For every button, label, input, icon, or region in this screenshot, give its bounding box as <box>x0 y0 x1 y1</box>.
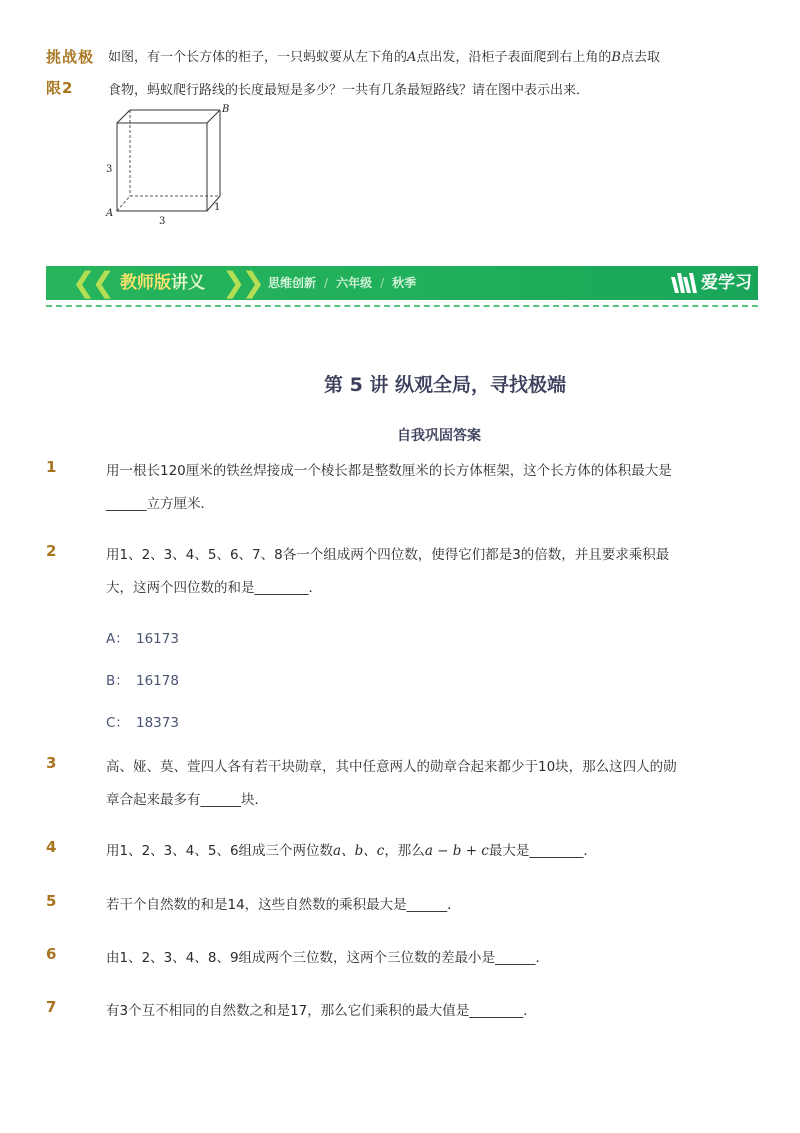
option-c <box>106 711 179 731</box>
option-value: 18373 <box>136 715 179 731</box>
question-number: 1 <box>46 458 57 476</box>
banner-sub-item: 思维创新 <box>268 276 317 290</box>
section-title: 自我巩固答案 <box>397 428 481 444</box>
variables: a、b、c <box>333 843 385 859</box>
banner-title <box>120 266 205 300</box>
question-text-part: 最大是________． <box>488 843 597 859</box>
cuboid-figure <box>100 100 235 230</box>
banner-sub-item: 六年级 <box>336 276 373 290</box>
option-value: 16173 <box>136 631 179 647</box>
question-number: 3 <box>46 754 57 772</box>
banner-subtitle <box>268 266 416 300</box>
question-text: 若干个自然数的和是14，这些自然数的乘积最大是______． <box>106 897 461 913</box>
brand-name: 爱学习 <box>701 273 752 293</box>
banner-separator: / <box>380 276 385 290</box>
question-text-part: 用1、2、3、4、5、6组成三个两位数 <box>106 843 334 859</box>
vertex-b-label: B <box>222 104 230 115</box>
option-value: 16178 <box>136 673 179 689</box>
question-number: 7 <box>46 998 57 1016</box>
banner-sub-item: 秋季 <box>392 276 417 290</box>
question-text: 大，这两个四位数的和是________． <box>106 580 322 596</box>
header-banner <box>46 266 758 300</box>
option-b <box>106 669 179 689</box>
challenge-text-part: 点出发，沿柜子表面爬到右上角的 <box>416 50 612 65</box>
point-b-label: B <box>611 50 621 65</box>
question-number: 4 <box>46 838 57 856</box>
visible-edge <box>207 110 220 123</box>
math-expression: a − b + c <box>424 843 489 859</box>
hidden-edge <box>117 196 130 211</box>
point-a-label: A <box>407 50 417 65</box>
question-text <box>106 839 597 859</box>
question-text: ______立方厘米． <box>106 496 214 512</box>
challenge-text-line1 <box>108 46 660 65</box>
banner-title-suffix: 讲义 <box>171 273 205 293</box>
option-a <box>106 627 179 647</box>
question-text: 用一根长120厘米的铁丝焊接成一个棱长都是整数厘米的长方体框架，这个长方体的体积最大是 <box>106 463 672 479</box>
brand-logo <box>671 266 752 300</box>
option-letter: B： <box>106 673 129 689</box>
question-text: 高、娅、莫、萱四人各有若干块勋章，其中任意两人的勋章合起来都少于10块，那么这四人的勋 <box>106 759 677 775</box>
banner-separator: / <box>324 276 329 290</box>
depth-label: 1 <box>214 202 221 213</box>
vertex-a-label: A <box>106 208 114 219</box>
challenge-text-line2: 食物，蚂蚁爬行路线的长度最短是多少？一共有几条最短路线？请在图中表示出来． <box>108 83 590 98</box>
question-text: 用1、2、3、4、5、6、7、8各一个组成两个四位数，使得它们都是3的倍数，并且要求乘积最 <box>106 547 670 563</box>
visible-edge <box>117 110 130 123</box>
width-label: 3 <box>159 216 166 227</box>
question-number: 6 <box>46 945 57 963</box>
challenge-text-part: 如图，有一个长方体的柜子，一只蚂蚁要从左下角的 <box>108 50 408 65</box>
question-text-part: ，那么 <box>384 843 425 859</box>
brand-logo-icon <box>671 273 697 293</box>
question-text: 有3个互不相同的自然数之和是17，那么它们乘积的最大值是________． <box>106 1003 537 1019</box>
question-number: 5 <box>46 892 57 910</box>
question-text: 由1、2、3、4、8、9组成两个三位数，这两个三位数的差最小是______． <box>106 950 550 966</box>
challenge-text-part: 点去取 <box>620 50 660 65</box>
option-letter: A： <box>106 631 129 647</box>
banner-title-main: 教师版 <box>120 273 171 293</box>
question-number: 2 <box>46 542 57 560</box>
chevron-left-icon: ❮❮ <box>72 266 111 299</box>
lecture-title: 第 5 讲 纵观全局，寻找极端 <box>323 374 567 396</box>
option-letter: C： <box>106 715 129 731</box>
dashed-divider <box>46 305 758 307</box>
challenge-tag-line1: 挑战极 <box>46 48 95 66</box>
question-text: 章合起来最多有______块． <box>106 792 268 808</box>
chevron-right-icon: ❯❯ <box>222 266 261 299</box>
challenge-tag-line2: 限2 <box>46 79 74 97</box>
height-label: 3 <box>106 164 113 175</box>
